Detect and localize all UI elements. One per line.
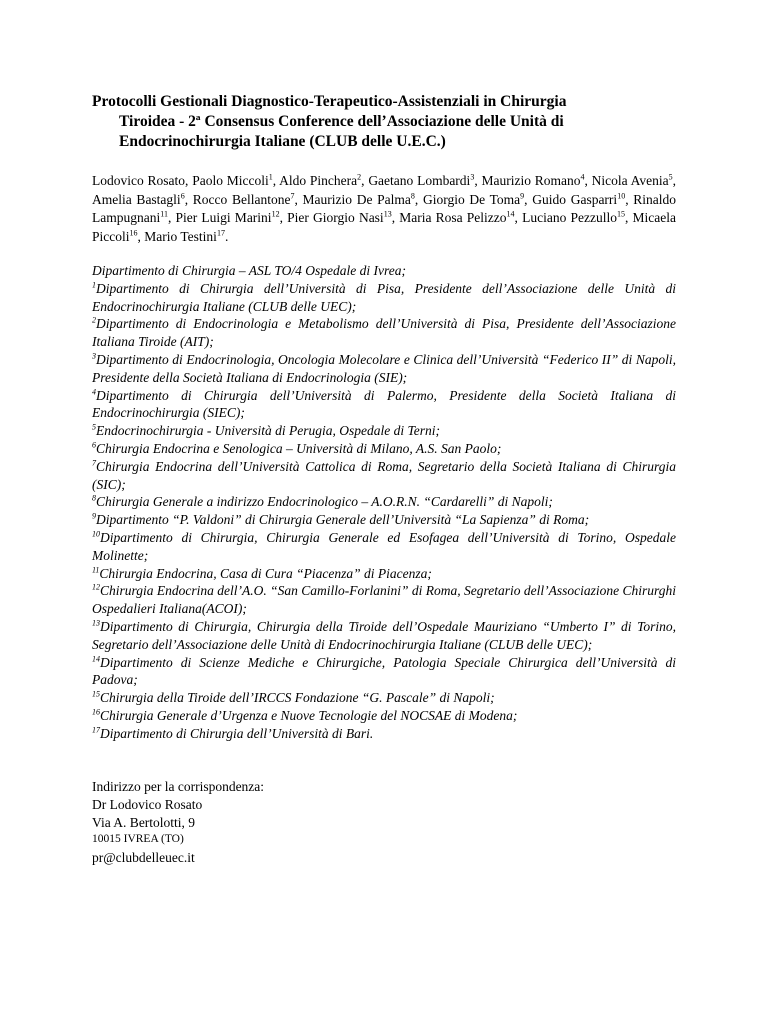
author-affiliation-number: 1 — [268, 172, 273, 182]
affiliation-item — [92, 689, 676, 707]
affiliation-text: Chirurgia Generale d’Urgenza e Nuove Tecnologie del NOCSAE di Modena; — [100, 707, 518, 723]
author — [368, 173, 474, 188]
affiliation-text: Dipartimento di Scienze Mediche e Chirurgiche, Patologia Speciale Chirurgica dell’Università di Padova; — [92, 654, 676, 688]
affiliation-item — [92, 511, 676, 529]
affiliation-item — [92, 654, 676, 690]
author-affiliation-number: 13 — [383, 209, 392, 219]
author-affiliation-number: 14 — [506, 209, 515, 219]
affiliation-item — [92, 387, 676, 423]
author-affiliation-number: 4 — [580, 172, 585, 182]
affiliation-text: Chirurgia della Tiroide dell’IRCCS Fondazione “G. Pascale” di Napoli; — [100, 690, 495, 706]
affiliation-number: 4 — [92, 387, 96, 397]
affiliation-text: Dipartimento di Endocrinologia, Oncologia Molecolare e Clinica dell’Università “Federico II” di Napoli, Presidente della Società Italiana di Endocrinologia (SIE); — [92, 351, 676, 385]
affiliation-number: 14 — [92, 654, 100, 664]
author-name: Guido Gasparri — [532, 191, 618, 207]
affiliation-item — [92, 315, 676, 351]
affiliation-item — [92, 565, 676, 583]
affiliation-text: Chirurgia Endocrina, Casa di Cura “Piacenza” di Piacenza; — [99, 565, 432, 581]
affiliation-text: Chirurgia Generale a indirizzo Endocrinologico – A.O.R.N. “Cardarelli” di Napoli; — [96, 494, 553, 510]
affiliation-item — [92, 707, 676, 725]
title-line-1: Protocolli Gestionali Diagnostico-Terapeutico-Assistenziali in Chirurgia — [92, 93, 567, 110]
affiliation-text: Dipartimento “P. Valdoni” di Chirurgia Generale dell’Università “La Sapienza” di Roma; — [96, 512, 590, 528]
author-name: Lodovico Rosato — [92, 173, 186, 188]
author-name: Luciano Pezzullo — [522, 210, 617, 225]
author-name: Rinaldo Lampugnani — [92, 191, 677, 225]
author — [481, 173, 584, 188]
affiliation-text: Dipartimento di Chirurgia, Chirurgia della Tiroide dell’Ospedale Mauriziano “Umberto I” di Torino, Segretario dell’Associazione delle Unità di Endocrinochirurgia Italiane (CLUB delle UEC); — [92, 618, 676, 652]
author — [592, 173, 673, 188]
affiliation-number: 15 — [92, 689, 100, 699]
affiliation-text: Dipartimento di Chirurgia dell’Università di Palermo, Presidente della Società Italiana di Endocrinochirurgia (SIEC); — [92, 387, 676, 421]
affiliation-number: 7 — [92, 458, 96, 468]
affiliation-number: 3 — [92, 351, 96, 361]
affiliation-text: Dipartimento di Endocrinologia e Metabolismo dell’Università di Pisa, Presidente dell’Associazione Italiana Tiroide (AIT); — [92, 316, 676, 350]
author — [92, 173, 185, 188]
affiliation-number: 9 — [92, 511, 96, 521]
author-affiliation-number: 6 — [180, 191, 185, 200]
affiliation-text: Chirurgia Endocrina e Senologica – Università di Milano, A.S. San Paolo; — [96, 440, 502, 456]
affiliation-text: Dipartimento di Chirurgia dell’Università di Bari. — [100, 725, 374, 741]
author-affiliation-number: 9 — [520, 191, 525, 200]
affiliation-number: 6 — [92, 440, 96, 450]
correspondence-city: 10015 IVREA (TO) — [92, 833, 184, 846]
affiliation-number: 16 — [92, 707, 100, 717]
author — [287, 210, 392, 225]
affiliation-item — [92, 493, 676, 511]
author-affiliation-number: 8 — [410, 191, 415, 200]
author-affiliation-number: 3 — [470, 172, 475, 182]
author-name: Aldo Pinchera — [279, 173, 358, 188]
correspondence-email[interactable]: pr@clubdelleuec.it — [92, 850, 195, 866]
author-name: Rocco Bellantone — [192, 191, 291, 207]
correspondence-name: Dr Lodovico Rosato — [92, 796, 203, 812]
author-affiliation-number: 2 — [357, 172, 362, 182]
affiliation-list — [92, 262, 676, 743]
author-affiliation-number: 11 — [160, 209, 168, 219]
author-affiliation-number: 12 — [271, 209, 280, 219]
author — [175, 210, 279, 225]
correspondence-heading: Indirizzo per la corrispondenza: — [92, 779, 265, 794]
affiliation-number: 11 — [92, 565, 100, 575]
author-name: Micaela Piccoli — [92, 210, 677, 244]
affiliation-item — [92, 440, 676, 458]
affiliation-number: 5 — [92, 422, 96, 432]
affiliation-item — [92, 529, 676, 565]
affiliation-item — [92, 582, 676, 618]
affiliation-number: 2 — [92, 315, 96, 325]
author-affiliation-number: 17 — [216, 228, 225, 237]
affiliation-item — [92, 262, 676, 280]
author — [92, 192, 185, 207]
author-name: Amelia Bastagli — [92, 191, 181, 207]
author — [192, 173, 273, 188]
author — [279, 173, 361, 188]
correspondence-block — [92, 778, 492, 867]
author — [423, 192, 524, 207]
affiliation-text: Dipartimento di Chirurgia dell’Università di Pisa, Presidente dell’Associazione delle Unità di Endocrinochirurgia Italiane (CLUB delle UEC); — [92, 280, 676, 314]
affiliation-number: 10 — [92, 529, 100, 539]
author-name: Maurizio Romano — [481, 173, 581, 188]
affiliation-item — [92, 725, 676, 743]
author-name: Paolo Miccoli — [192, 173, 269, 188]
title-line-3: Endocrinochirurgia Italiane (CLUB delle U.E.C.) — [119, 133, 446, 150]
author — [532, 192, 625, 207]
affiliation-number: 8 — [92, 493, 96, 503]
affiliation-text: Endocrinochirurgia - Università di Perugia, Ospedale di Terni; — [96, 423, 440, 439]
affiliation-number: 17 — [92, 725, 100, 735]
author-name: Pier Luigi Marini — [175, 210, 272, 225]
affiliation-text: Chirurgia Endocrina dell’Università Cattolica di Roma, Segretario della Società Italiana di Chirurgia (SIC); — [92, 458, 676, 492]
author-name: Nicola Avenia — [591, 173, 669, 188]
affiliation-text: Dipartimento di Chirurgia – ASL TO/4 Ospedale di Ivrea; — [92, 263, 407, 278]
author — [144, 229, 225, 244]
author-name: Giorgio De Toma — [422, 191, 521, 207]
author-name: Maria Rosa Pelizzo — [399, 210, 507, 225]
author-affiliation-number: 5 — [668, 172, 673, 182]
affiliation-item — [92, 422, 676, 440]
author-affiliation-number: 15 — [616, 209, 625, 219]
author — [193, 192, 295, 207]
affiliation-number: 13 — [92, 618, 100, 628]
author-affiliation-number: 16 — [129, 228, 138, 237]
author-affiliation-number: 10 — [617, 191, 626, 200]
author — [303, 192, 415, 207]
affiliation-item — [92, 351, 676, 387]
affiliation-number: 12 — [92, 582, 100, 592]
author-list: Lodovico Rosato, Paolo Miccoli$^1$, Aldo Pinchera$^2$, Gaetano Lombardi$^3$, Maurizio Romano$^4$, Nicola Avenia$^5$, Amelia Bastagli$^6$, Rocco Bellantone$^7$, Maurizio De Palma$^8$, Giorgio De Toma$^9$, Guido Gasparri$^{10}$, Rinaldo Lampugnani$^{11}$, Pier Luigi Marini$^{12}$, Pier Giorgio Nasi$^{13}$, Maria Rosa Pelizzo$^{14}$, Luciano Pezzullo$^{15}$, Micaela Piccoli$^{16}$, Mario Testini$^{17}$. — [92, 172, 677, 244]
affiliation-number: 1 — [92, 280, 96, 290]
author — [399, 210, 514, 225]
document-title — [92, 92, 676, 152]
affiliation-item — [92, 618, 676, 654]
correspondence-street: Via A. Bertolotti, 9 — [92, 814, 196, 830]
author-name: Mario Testini — [144, 228, 217, 244]
author-name: Pier Giorgio Nasi — [287, 210, 384, 225]
author-name: Maurizio De Palma — [302, 191, 411, 207]
affiliation-text: Dipartimento di Chirurgia, Chirurgia Generale ed Esofagea dell’Università di Torino, Ospedale Molinette; — [92, 529, 676, 563]
affiliation-item — [92, 280, 676, 316]
title-line-2: Tiroidea - 2ª Consensus Conference dell’Associazione delle Unità di — [119, 113, 564, 130]
affiliation-item — [92, 458, 676, 494]
affiliation-text: Chirurgia Endocrina dell’A.O. “San Camillo-Forlanini” di Roma, Segretario dell’Associazione Chirurghi Ospedalieri Italiana(ACOI); — [92, 583, 676, 617]
author-name: Gaetano Lombardi — [368, 173, 471, 188]
author-affiliation-number: 7 — [290, 191, 295, 200]
author — [522, 210, 625, 225]
